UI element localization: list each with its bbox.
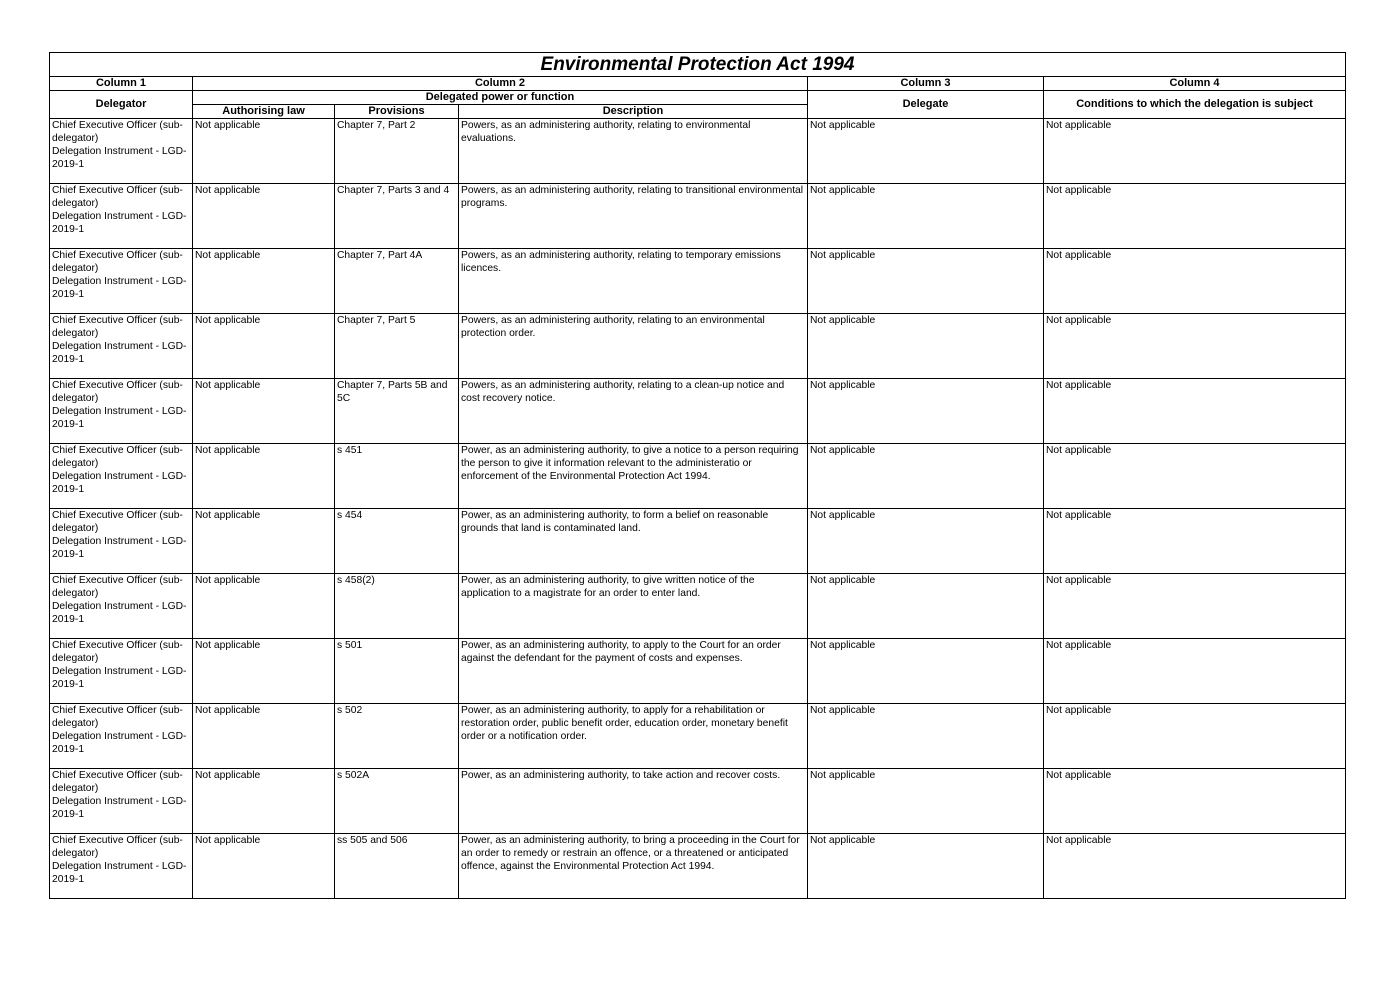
provisions-cell: s 502A bbox=[335, 769, 459, 834]
delegator-line: 2019-1 bbox=[52, 484, 85, 495]
delegation-table bbox=[49, 52, 1346, 899]
authorising-law-cell: Not applicable bbox=[193, 639, 335, 704]
authorising-law-cell: Not applicable bbox=[193, 249, 335, 314]
table-row bbox=[50, 639, 1346, 704]
description-cell: Powers, as an administering authority, relating to an environmental protection order. bbox=[459, 314, 808, 379]
column-3-header: Column 3 bbox=[808, 77, 1044, 91]
delegator-line: Chief Executive Officer (sub- bbox=[52, 120, 183, 131]
delegator-line: 2019-1 bbox=[52, 419, 85, 430]
delegator-cell bbox=[50, 834, 193, 899]
conditions-cell: Not applicable bbox=[1044, 444, 1346, 509]
provisions-cell: Chapter 7, Parts 5B and 5C bbox=[335, 379, 459, 444]
delegator-line: delegator) bbox=[52, 133, 99, 144]
delegator-cell bbox=[50, 639, 193, 704]
authorising-law-cell: Not applicable bbox=[193, 769, 335, 834]
conditions-cell: Not applicable bbox=[1044, 249, 1346, 314]
conditions-cell: Not applicable bbox=[1044, 184, 1346, 249]
description-cell: Power, as an administering authority, to bring a proceeding in the Court for an order to remedy or restrain an offence, or a threatened or anticipated offence, against the Environmental Protection Act 1994. bbox=[459, 834, 808, 899]
delegator-cell bbox=[50, 184, 193, 249]
table-row bbox=[50, 314, 1346, 379]
delegator-line: delegator) bbox=[52, 783, 99, 794]
authorising-law-cell: Not applicable bbox=[193, 184, 335, 249]
delegator-line: delegator) bbox=[52, 393, 99, 404]
description-cell: Powers, as an administering authority, relating to transitional environmental programs. bbox=[459, 184, 808, 249]
delegator-line: Chief Executive Officer (sub- bbox=[52, 185, 183, 196]
delegator-line: delegator) bbox=[52, 848, 99, 859]
table-row bbox=[50, 184, 1346, 249]
delegate-cell: Not applicable bbox=[808, 769, 1044, 834]
delegate-cell: Not applicable bbox=[808, 704, 1044, 769]
delegator-line: 2019-1 bbox=[52, 744, 85, 755]
delegator-line: Chief Executive Officer (sub- bbox=[52, 640, 183, 651]
authorising-law-cell: Not applicable bbox=[193, 379, 335, 444]
delegator-cell bbox=[50, 249, 193, 314]
delegator-header: Delegator bbox=[50, 91, 193, 119]
delegator-line: Delegation Instrument - LGD- bbox=[52, 796, 187, 807]
provisions-cell: Chapter 7, Part 5 bbox=[335, 314, 459, 379]
provisions-cell: ss 505 and 506 bbox=[335, 834, 459, 899]
conditions-cell: Not applicable bbox=[1044, 704, 1346, 769]
table-body bbox=[50, 119, 1346, 899]
conditions-cell: Not applicable bbox=[1044, 314, 1346, 379]
delegator-line: Delegation Instrument - LGD- bbox=[52, 341, 187, 352]
description-cell: Powers, as an administering authority, relating to a clean-up notice and cost recovery notice. bbox=[459, 379, 808, 444]
delegator-line: 2019-1 bbox=[52, 549, 85, 560]
delegator-line: 2019-1 bbox=[52, 809, 85, 820]
conditions-cell: Not applicable bbox=[1044, 379, 1346, 444]
delegator-line: delegator) bbox=[52, 198, 99, 209]
delegator-cell bbox=[50, 444, 193, 509]
description-cell: Powers, as an administering authority, relating to temporary emissions licences. bbox=[459, 249, 808, 314]
column-4-header: Column 4 bbox=[1044, 77, 1346, 91]
delegator-line: Delegation Instrument - LGD- bbox=[52, 731, 187, 742]
provisions-cell: s 458(2) bbox=[335, 574, 459, 639]
delegator-line: 2019-1 bbox=[52, 159, 85, 170]
delegator-line: Delegation Instrument - LGD- bbox=[52, 536, 187, 547]
delegator-line: Chief Executive Officer (sub- bbox=[52, 575, 183, 586]
table-row bbox=[50, 249, 1346, 314]
column-2-header: Column 2 bbox=[193, 77, 808, 91]
delegator-line: delegator) bbox=[52, 653, 99, 664]
authorising-law-cell: Not applicable bbox=[193, 704, 335, 769]
table-row bbox=[50, 509, 1346, 574]
delegate-cell: Not applicable bbox=[808, 184, 1044, 249]
delegate-cell: Not applicable bbox=[808, 834, 1044, 899]
authorising-law-cell: Not applicable bbox=[193, 509, 335, 574]
provisions-cell: Chapter 7, Parts 3 and 4 bbox=[335, 184, 459, 249]
delegator-line: Delegation Instrument - LGD- bbox=[52, 146, 187, 157]
delegator-line: delegator) bbox=[52, 588, 99, 599]
delegate-cell: Not applicable bbox=[808, 639, 1044, 704]
table-row bbox=[50, 834, 1346, 899]
delegator-line: Delegation Instrument - LGD- bbox=[52, 666, 187, 677]
delegator-line: Delegation Instrument - LGD- bbox=[52, 471, 187, 482]
conditions-cell: Not applicable bbox=[1044, 509, 1346, 574]
delegator-line: 2019-1 bbox=[52, 224, 85, 235]
authorising-law-cell: Not applicable bbox=[193, 119, 335, 184]
description-cell: Power, as an administering authority, to give written notice of the application to a magistrate for an order to enter land. bbox=[459, 574, 808, 639]
delegator-line: 2019-1 bbox=[52, 614, 85, 625]
description-cell: Powers, as an administering authority, relating to environmental evaluations. bbox=[459, 119, 808, 184]
provisions-cell: Chapter 7, Part 2 bbox=[335, 119, 459, 184]
delegator-line: Chief Executive Officer (sub- bbox=[52, 315, 183, 326]
delegator-line: Chief Executive Officer (sub- bbox=[52, 380, 183, 391]
provisions-cell: Chapter 7, Part 4A bbox=[335, 249, 459, 314]
delegator-line: Chief Executive Officer (sub- bbox=[52, 770, 183, 781]
delegator-line: Delegation Instrument - LGD- bbox=[52, 211, 187, 222]
delegated-power-header: Delegated power or function bbox=[193, 91, 808, 105]
delegator-cell bbox=[50, 379, 193, 444]
delegator-line: Chief Executive Officer (sub- bbox=[52, 835, 183, 846]
delegator-line: Delegation Instrument - LGD- bbox=[52, 601, 187, 612]
delegate-cell: Not applicable bbox=[808, 249, 1044, 314]
description-cell: Power, as an administering authority, to give a notice to a person requiring the person to give it information relevant to the administeratio or enforcement of the Environmental Protection Act 1994. bbox=[459, 444, 808, 509]
delegator-line: delegator) bbox=[52, 263, 99, 274]
table-row bbox=[50, 379, 1346, 444]
delegator-line: Delegation Instrument - LGD- bbox=[52, 861, 187, 872]
provisions-cell: s 451 bbox=[335, 444, 459, 509]
authorising-law-cell: Not applicable bbox=[193, 314, 335, 379]
delegator-cell bbox=[50, 704, 193, 769]
description-header: Description bbox=[459, 105, 808, 119]
authorising-law-header: Authorising law bbox=[193, 105, 335, 119]
conditions-cell: Not applicable bbox=[1044, 639, 1346, 704]
table-row bbox=[50, 769, 1346, 834]
authorising-law-cell: Not applicable bbox=[193, 444, 335, 509]
delegate-cell: Not applicable bbox=[808, 509, 1044, 574]
conditions-cell: Not applicable bbox=[1044, 834, 1346, 899]
delegator-line: Chief Executive Officer (sub- bbox=[52, 705, 183, 716]
delegator-line: delegator) bbox=[52, 458, 99, 469]
table-row bbox=[50, 574, 1346, 639]
delegator-line: Chief Executive Officer (sub- bbox=[52, 510, 183, 521]
delegator-line: delegator) bbox=[52, 718, 99, 729]
delegator-line: Chief Executive Officer (sub- bbox=[52, 250, 183, 261]
table-row bbox=[50, 704, 1346, 769]
conditions-header: Conditions to which the delegation is subject bbox=[1044, 91, 1346, 119]
delegator-cell bbox=[50, 314, 193, 379]
column-1-header: Column 1 bbox=[50, 77, 193, 91]
delegator-cell bbox=[50, 769, 193, 834]
delegator-line: Delegation Instrument - LGD- bbox=[52, 276, 187, 287]
delegator-line: Chief Executive Officer (sub- bbox=[52, 445, 183, 456]
delegate-cell: Not applicable bbox=[808, 119, 1044, 184]
provisions-cell: s 454 bbox=[335, 509, 459, 574]
description-cell: Power, as an administering authority, to form a belief on reasonable grounds that land is contaminated land. bbox=[459, 509, 808, 574]
delegator-line: 2019-1 bbox=[52, 874, 85, 885]
delegator-line: 2019-1 bbox=[52, 354, 85, 365]
delegator-cell bbox=[50, 574, 193, 639]
conditions-cell: Not applicable bbox=[1044, 119, 1346, 184]
conditions-cell: Not applicable bbox=[1044, 769, 1346, 834]
conditions-cell: Not applicable bbox=[1044, 574, 1346, 639]
delegator-cell bbox=[50, 119, 193, 184]
provisions-cell: s 502 bbox=[335, 704, 459, 769]
delegator-line: delegator) bbox=[52, 523, 99, 534]
table-row bbox=[50, 119, 1346, 184]
delegate-cell: Not applicable bbox=[808, 574, 1044, 639]
delegate-cell: Not applicable bbox=[808, 379, 1044, 444]
delegator-line: Delegation Instrument - LGD- bbox=[52, 406, 187, 417]
delegate-cell: Not applicable bbox=[808, 444, 1044, 509]
delegator-cell bbox=[50, 509, 193, 574]
description-cell: Power, as an administering authority, to take action and recover costs. bbox=[459, 769, 808, 834]
authorising-law-cell: Not applicable bbox=[193, 834, 335, 899]
document-title: Environmental Protection Act 1994 bbox=[50, 53, 1346, 77]
delegator-line: 2019-1 bbox=[52, 289, 85, 300]
description-cell: Power, as an administering authority, to apply to the Court for an order against the defendant for the payment of costs and expenses. bbox=[459, 639, 808, 704]
table-row bbox=[50, 444, 1346, 509]
provisions-cell: s 501 bbox=[335, 639, 459, 704]
delegate-cell: Not applicable bbox=[808, 314, 1044, 379]
description-cell: Power, as an administering authority, to apply for a rehabilitation or restoration order, public benefit order, education order, monetary benefit order or a notification order. bbox=[459, 704, 808, 769]
provisions-header: Provisions bbox=[335, 105, 459, 119]
delegator-line: delegator) bbox=[52, 328, 99, 339]
authorising-law-cell: Not applicable bbox=[193, 574, 335, 639]
delegate-header: Delegate bbox=[808, 91, 1044, 119]
delegator-line: 2019-1 bbox=[52, 679, 85, 690]
